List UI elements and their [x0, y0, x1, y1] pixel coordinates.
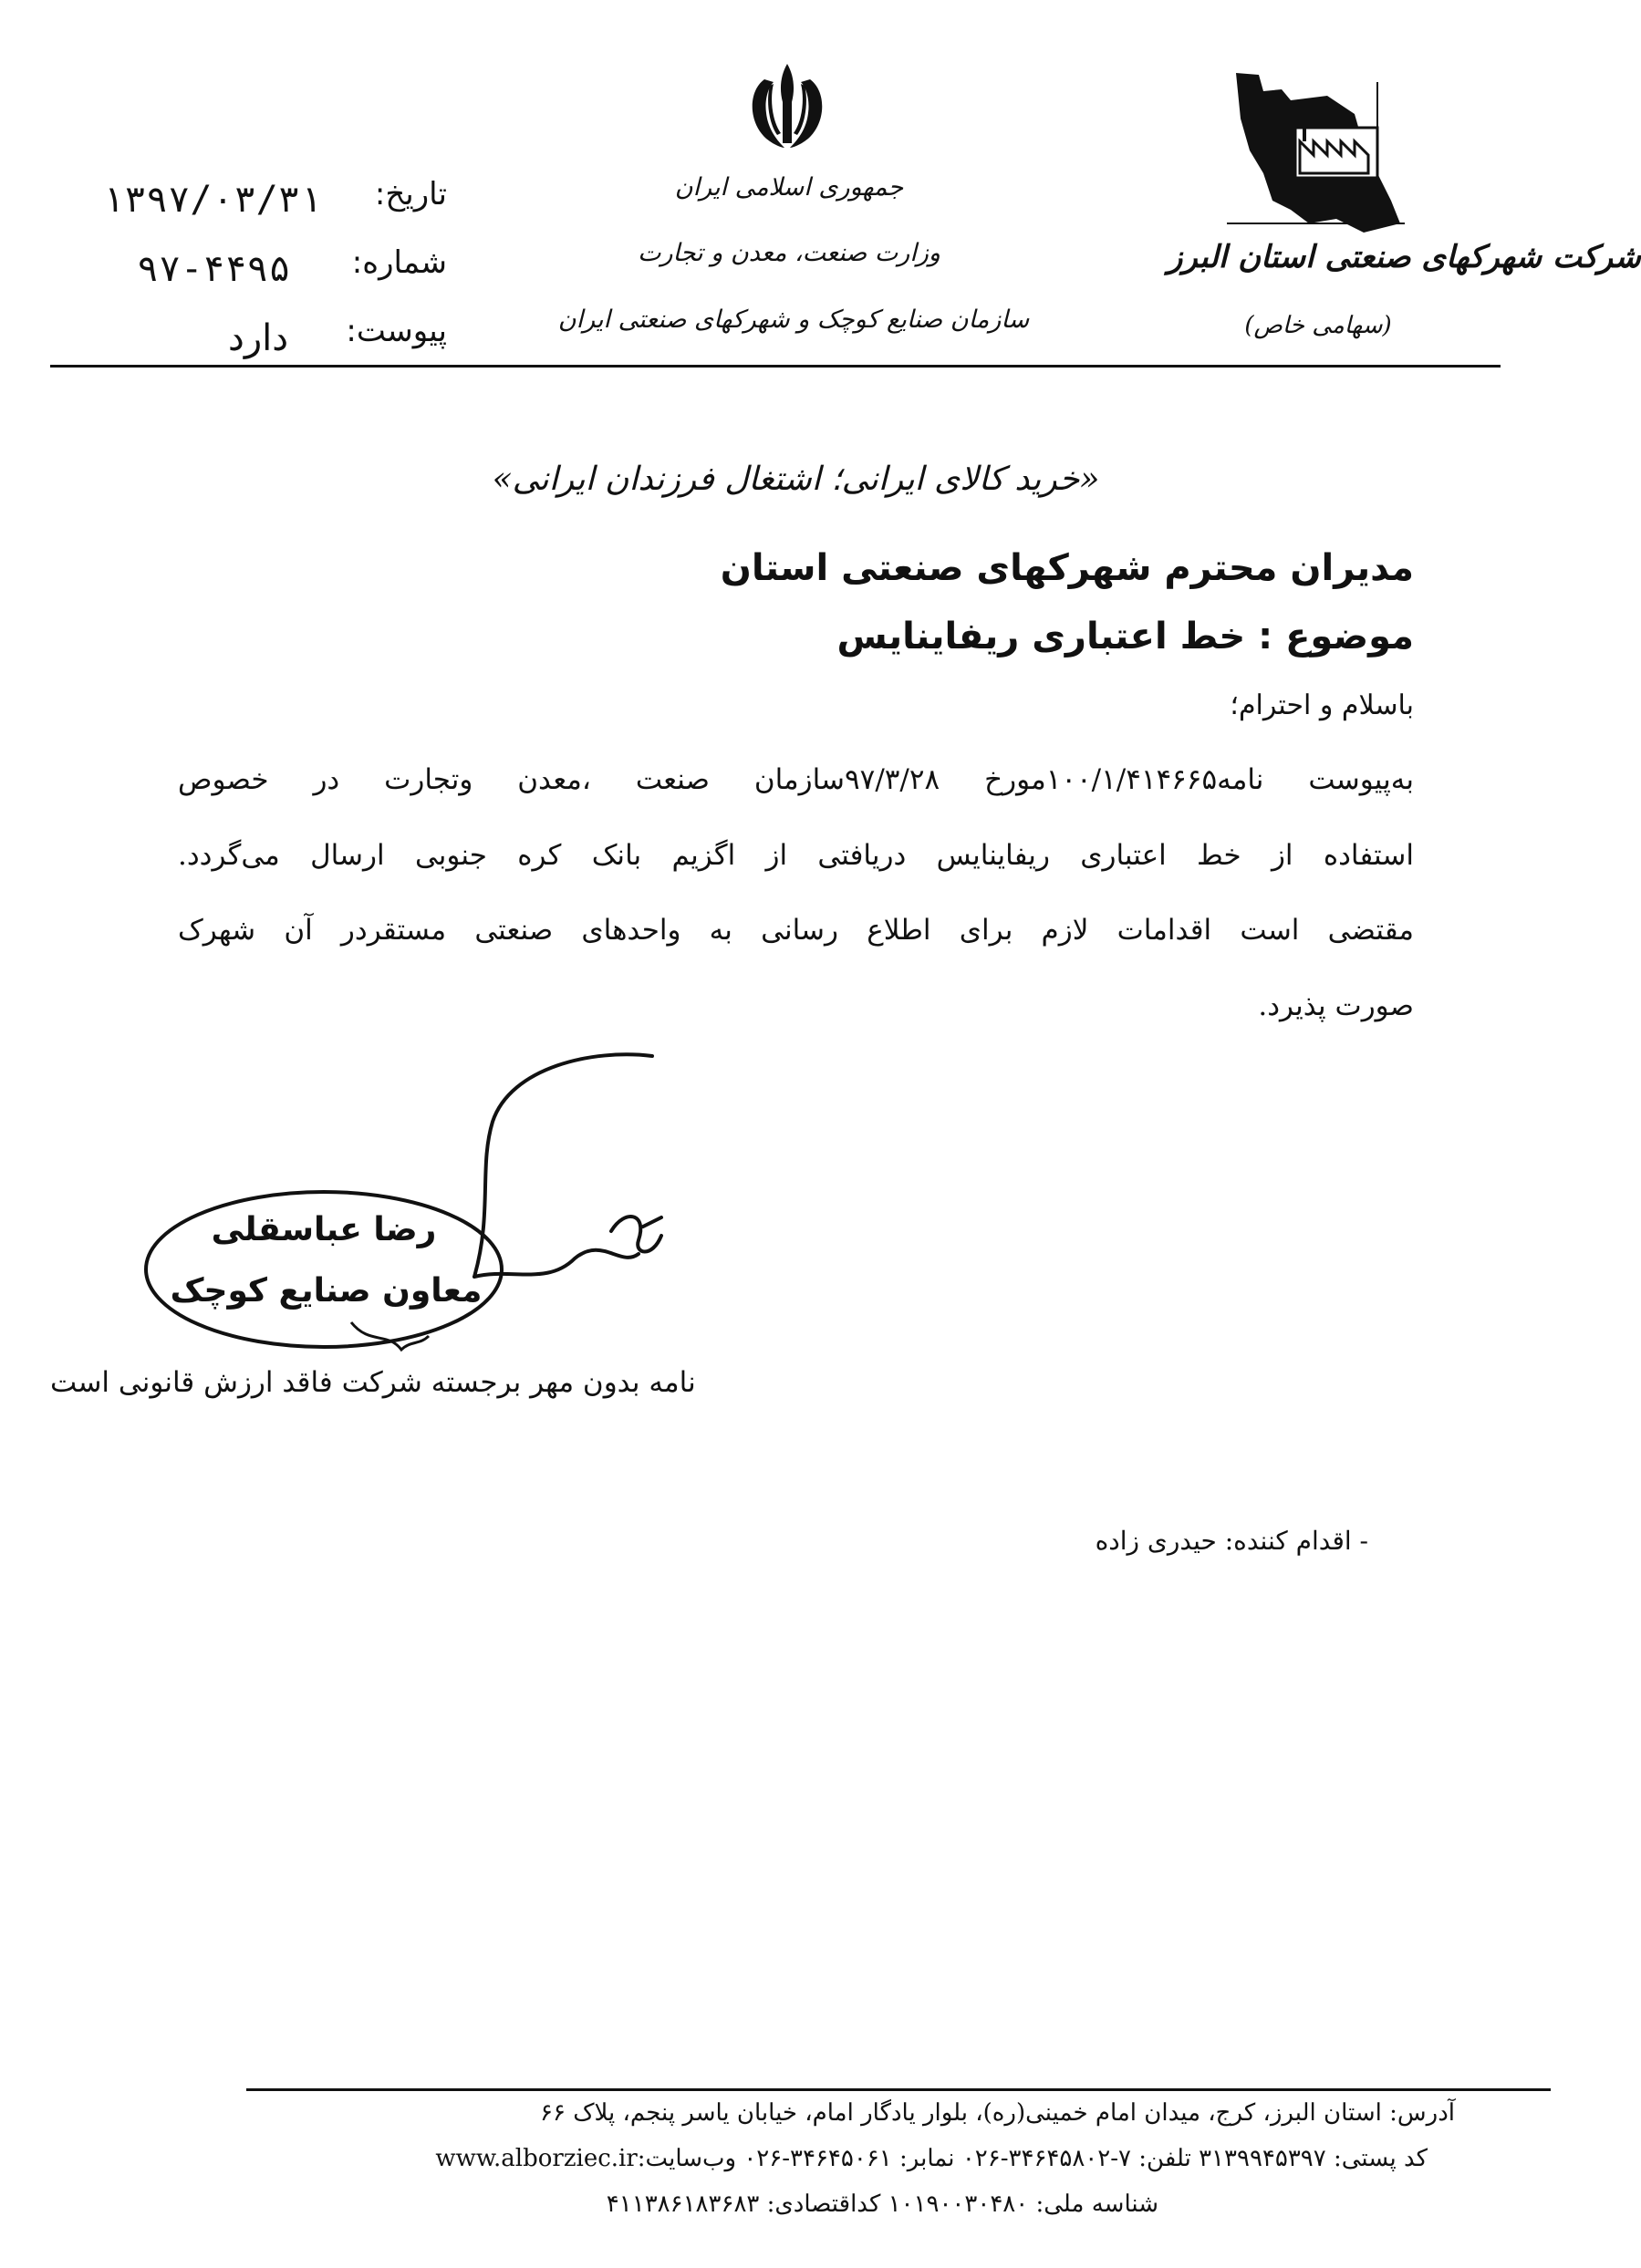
slogan: «خرید کالای ایرانی؛ اشتغال فرزندان ایرانی»	[492, 461, 1100, 498]
subject: موضوع : خط اعتباری ریفاینایس	[836, 616, 1414, 658]
footer-ids: شناسه ملی: ۱۰۱۹۰۰۳۰۴۸۰ کداقتصادی: ۴۱۱۳۸۶۱۸۳۶۸۳	[606, 2190, 1158, 2218]
date-label: تاریخ:	[374, 176, 447, 212]
company-logo	[1218, 64, 1409, 246]
number-label: شماره:	[351, 244, 447, 281]
footer-contact: کد پستی: ۳۱۳۹۹۴۵۳۹۷ تلفن: ۷-۳۴۶۴۵۸۰۲-۰۲۶ نمابر: ۳۴۶۴۵۰۶۱-۰۲۶ وب‌سایت:www.alborziec.ir	[435, 2145, 1428, 2172]
attachment-label: پیوست:	[346, 313, 447, 349]
org-line-ministry: وزارت صنعت، معدن و تجارت	[638, 239, 940, 267]
footer-divider	[246, 2088, 1551, 2091]
addressee: مدیران محترم شهرکهای صنعتی استان	[720, 547, 1414, 589]
header-divider	[50, 365, 1501, 368]
seal-notice: نامه بدون مهر برجسته شرکت فاقد ارزش قانونی است	[50, 1366, 696, 1399]
attachment-value: دارد	[228, 317, 289, 359]
iran-emblem-icon	[737, 57, 837, 157]
stamp-name: رضا عباسقلی	[211, 1211, 437, 1248]
body-line-1: به‌پیوست نامه۱۰۰/۱/۴۱۴۶۶۵مورخ ۹۷/۳/۲۸سازمان صنعت ،معدن وتجارت در خصوص	[178, 763, 1414, 796]
number-value: ۹۷-۴۴۹۵	[137, 248, 291, 290]
body-line-3: مقتضی است اقدامات لازم برای اطلاع رسانی به واحدهای صنعتی مستقردر آن شهرک	[178, 914, 1414, 947]
stamp	[141, 1186, 506, 1354]
action-by: - اقدام کننده: حیدری زاده	[1095, 1526, 1368, 1556]
stamp-title: معاون صنایع کوچک	[170, 1272, 483, 1310]
org-line-organization: سازمان صنایع کوچک و شهرکهای صنعتی ایران	[557, 306, 1030, 334]
body-line-2: استفاده از خط اعتباری ریفاینایس دریافتی از اگزیم بانک کره جنوبی ارسال می‌گردد.	[178, 839, 1414, 872]
footer-address: آدرس: استان البرز، کرج، میدان امام خمینی(ره)، بلوار یادگار امام، خیابان یاسر پنجم، پلاک ۶۶	[540, 2099, 1455, 2127]
company-type: (سهامی خاص)	[1244, 312, 1392, 339]
date-value: ۱۳۹۷/۰۳/۳۱	[102, 179, 322, 221]
org-line-republic: جمهوری اسلامی ایران	[674, 173, 904, 202]
company-name: شرکت شهرکهای صنعتی استان البرز	[1168, 239, 1641, 275]
greeting: باسلام و احترام؛	[1230, 689, 1414, 721]
body-line-4: صورت پذیرد.	[1258, 989, 1414, 1022]
